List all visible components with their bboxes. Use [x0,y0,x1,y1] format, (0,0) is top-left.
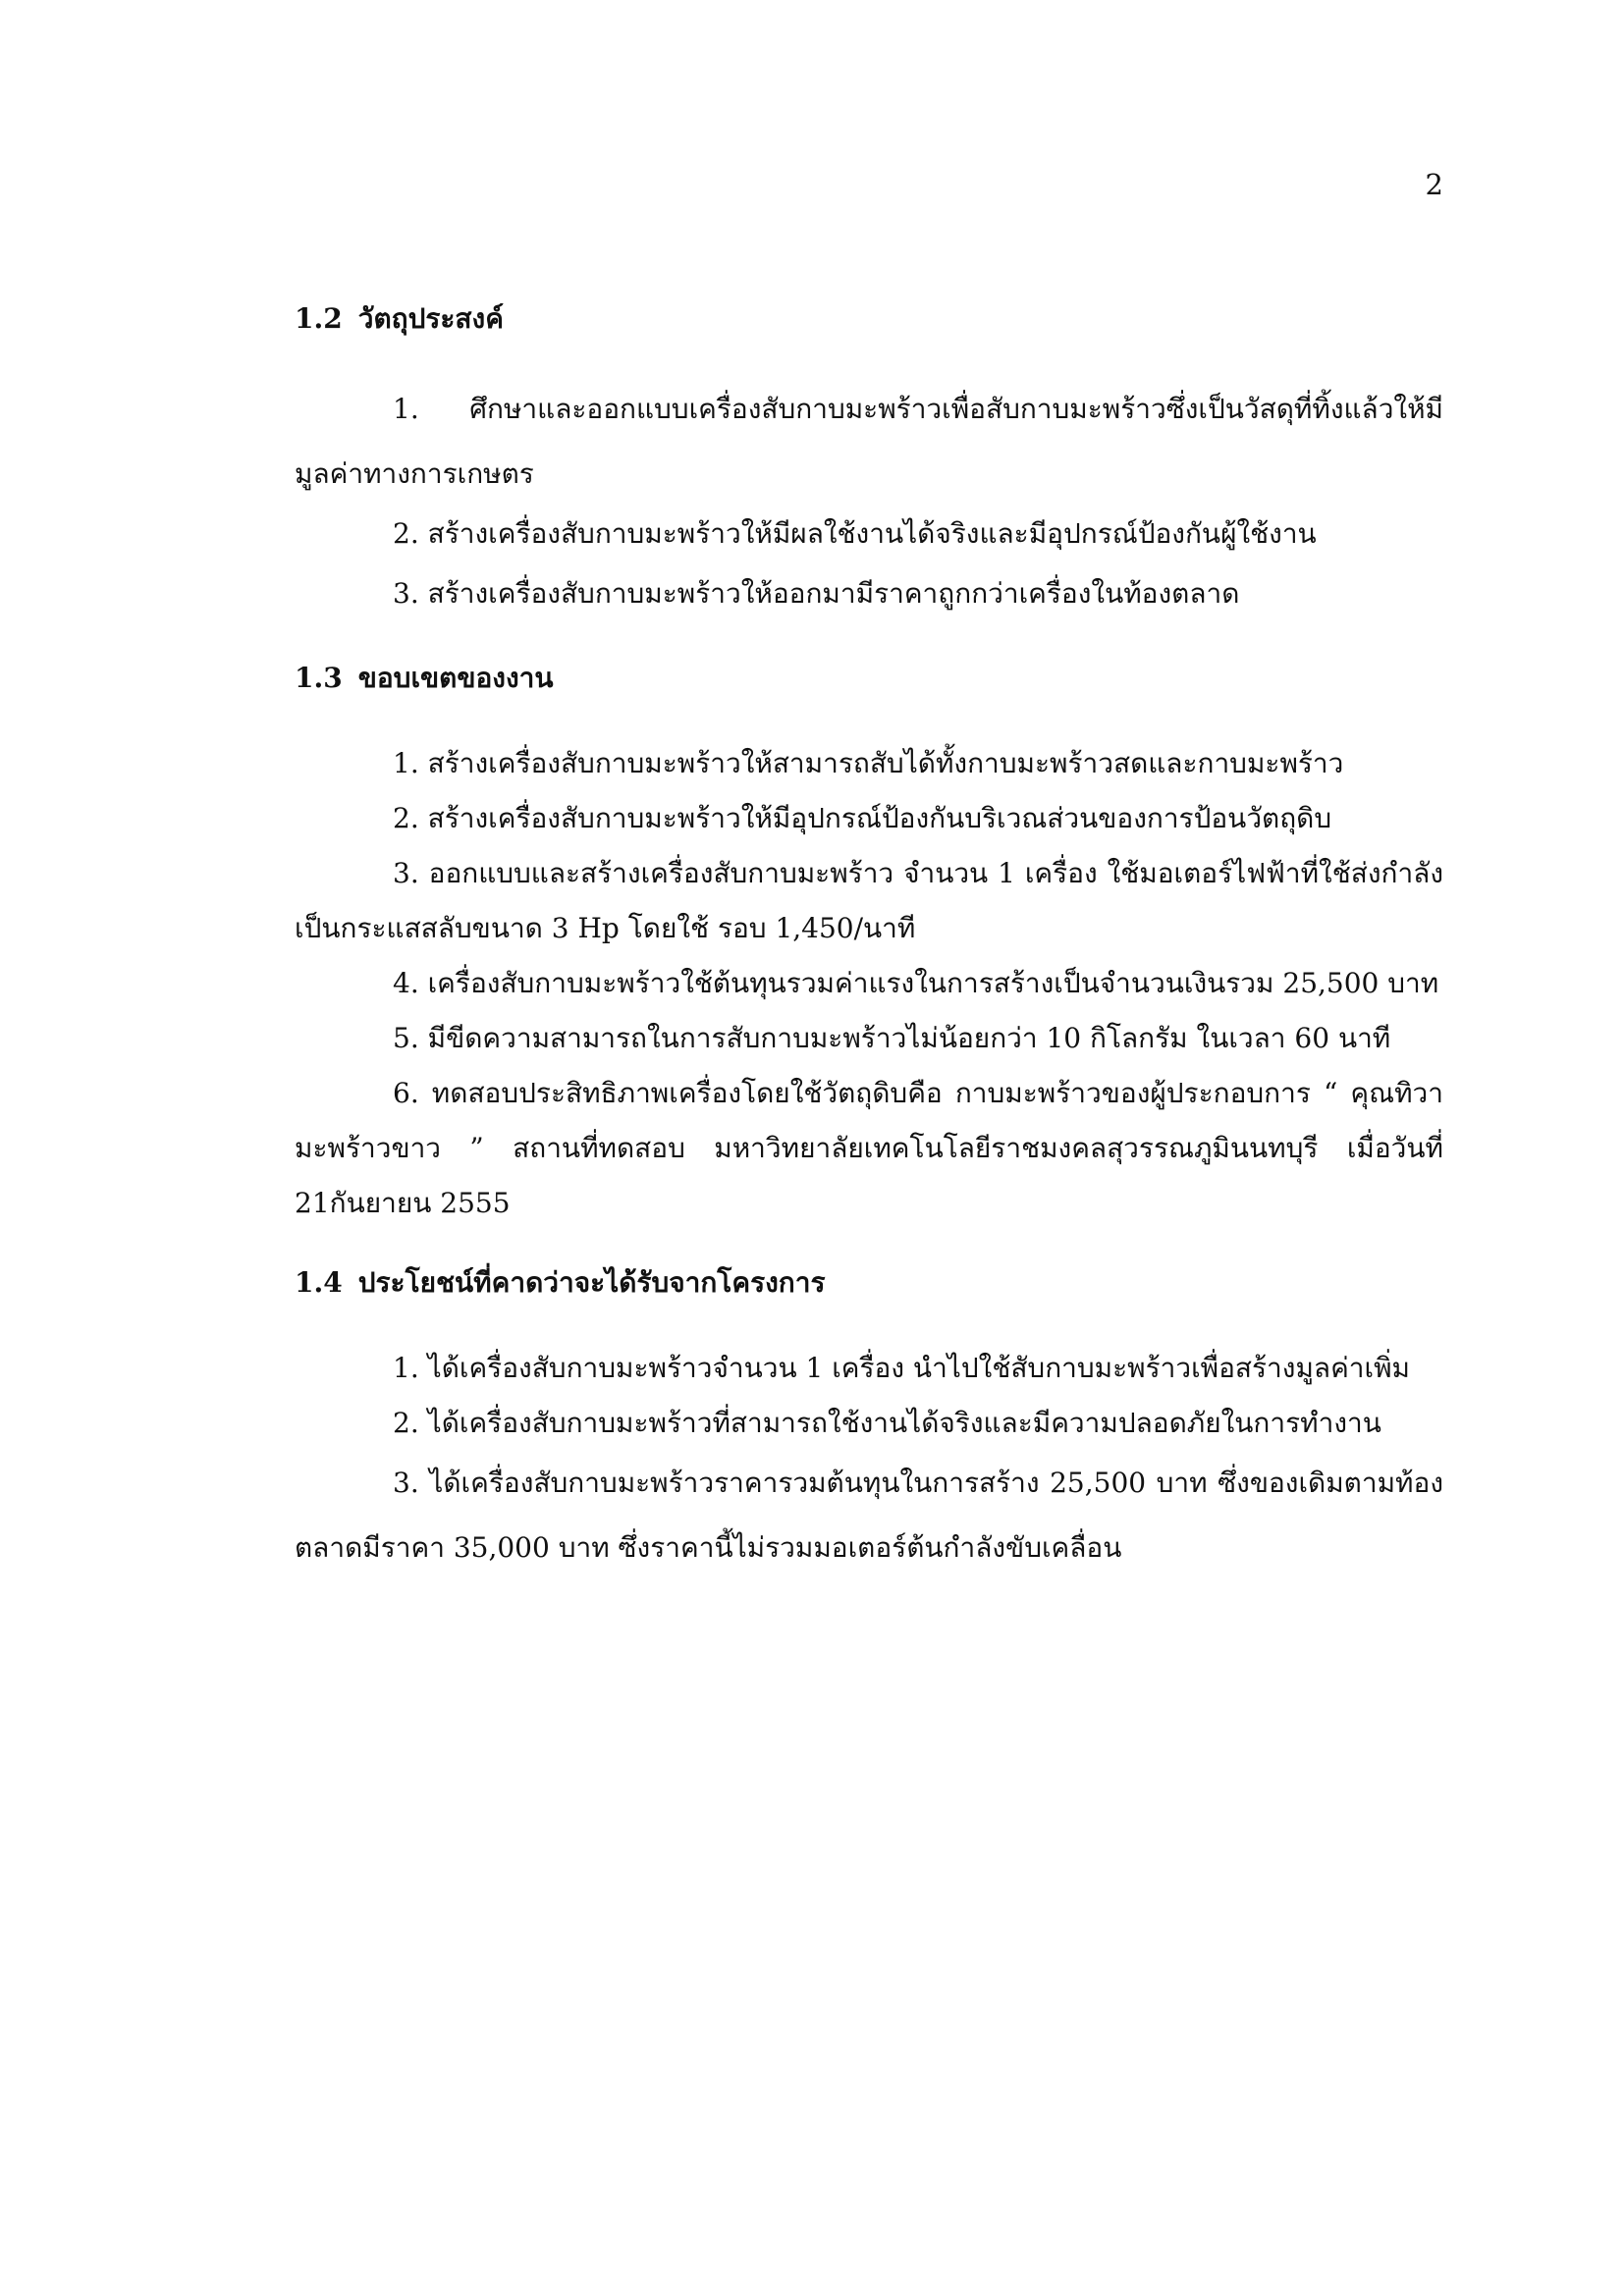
scope-list [295,736,1443,1231]
section-title: ขอบเขตของงาน [357,662,554,694]
objectives-list [295,377,1443,626]
section-expected-benefits [295,1258,1443,1580]
section-number: 1.4 [295,1266,343,1299]
benefits-list [295,1341,1443,1580]
section-title: วัตถุประสงค์ [357,302,504,335]
section-title: ประโยชน์ที่คาดว่าจะได้รับจากโครงการ [357,1266,826,1299]
section-number: 1.3 [295,662,343,694]
page-number: 2 [1425,168,1443,201]
list-item: 2. สร้างเครื่องสับกาบมะพร้าวให้มีผลใช้งานได้จริงและมีอุปกรณ์ป้องกันผู้ใช้งาน [393,517,1317,550]
list-item: 1. สร้างเครื่องสับกาบมะพร้าวให้สามารถสับได้ทั้งกาบมะพร้าวสดและกาบมะพร้าว [393,747,1344,779]
section-scope [295,654,1443,1231]
document-body [295,294,1443,1608]
section-objectives [295,294,1443,626]
list-item: 3. ออกแบบและสร้างเครื่องสับกาบมะพร้าว จำนวน 1 เครื่อง ใช้มอเตอร์ไฟฟ้าที่ใช้ส่งกำลังเป็นกระแสสลับขนาด 3 Hp โดยใช้ รอบ 1,450/นาที [295,857,1443,944]
list-item: 2. ได้เครื่องสับกาบมะพร้าวที่สามารถใช้งานได้จริงและมีความปลอดภัยในการทำงาน [393,1407,1381,1439]
list-item: 5. มีขีดความสามารถในการสับกาบมะพร้าวไม่น้อยกว่า 10 กิโลกรัม ในเวลา 60 นาที [393,1022,1391,1054]
list-item: 2. สร้างเครื่องสับกาบมะพร้าวให้มีอุปกรณ์ป้องกันบริเวณส่วนของการป้อนวัตถุดิบ [393,802,1332,834]
section-number: 1.2 [295,302,343,335]
list-item: 4. เครื่องสับกาบมะพร้าวใช้ต้นทุนรวมค่าแรงในการสร้างเป็นจำนวนเงินรวม 25,500 บาท [393,967,1439,999]
section-heading [295,294,1443,344]
list-item: 3. ได้เครื่องสับกาบมะพร้าวราคารวมต้นทุนในการสร้าง 25,500 บาท ซึ่งของเดิมตามท้องตลาดมีราคา 35,000 บาท ซึ่งราคานี้ไม่รวมมอเตอร์ต้นกำลังขับเคลื่อน [295,1467,1443,1564]
section-heading [295,1258,1443,1308]
section-heading [295,654,1443,703]
list-item: 1. ศึกษาและออกแบบเครื่องสับกาบมะพร้าวเพื่อสับกาบมะพร้าวซึ่งเป็นวัสดุที่ทิ้งแล้วให้มีมูลค่าทางการเกษตร [295,393,1443,490]
list-item: 6. ทดสอบประสิทธิภาพเครื่องโดยใช้วัตถุดิบคือ กาบมะพร้าวของผู้ประกอบการ “ คุณทิวา มะพร้าวขาว ” สถานที่ทดสอบ มหาวิทยาลัยเทคโนโลยีราชมงคลสุวรรณภูมินนทบุรี เมื่อวันที่ 21กันยายน 2555 [295,1077,1443,1219]
list-item: 3. สร้างเครื่องสับกาบมะพร้าวให้ออกมามีราคาถูกกว่าเครื่องในท้องตลาด [393,577,1240,610]
list-item: 1. ได้เครื่องสับกาบมะพร้าวจำนวน 1 เครื่อง นำไปใช้สับกาบมะพร้าวเพื่อสร้างมูลค่าเพิ่ม [393,1352,1410,1384]
